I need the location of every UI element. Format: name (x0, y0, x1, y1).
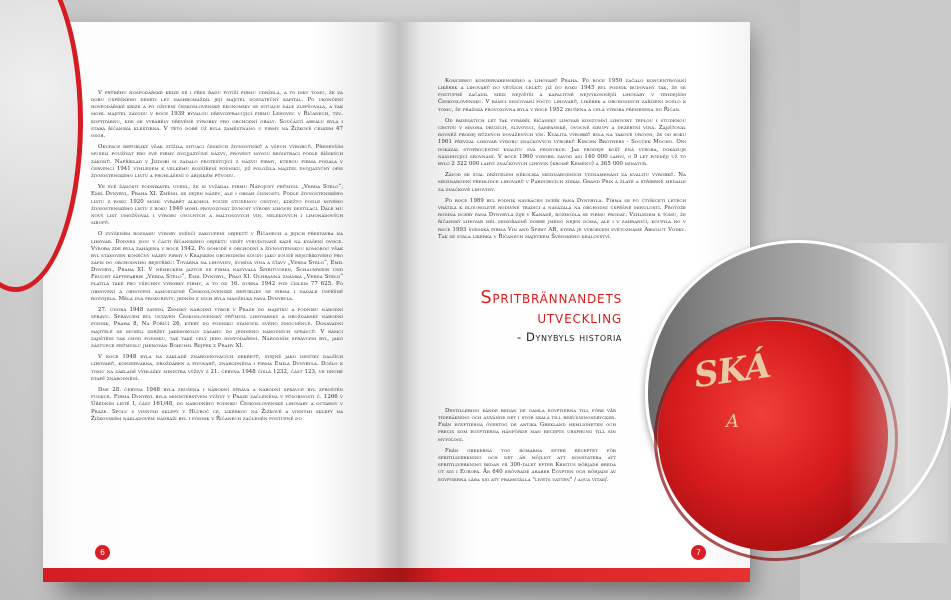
right-bottom-text-column (438, 408, 616, 488)
left-text-column (91, 90, 343, 427)
bottle-cap-photo (645, 240, 951, 546)
section-heading (480, 288, 622, 328)
right-paragraph-1: Koncernu konzervárenského a lihovarů Praha. Po roce 1950 začalo koncentrování likérek a lihovarů do větších celků: již do roku 1945 byl podnik budovaný tak, že se postupně začadil mezi největší a kapacitně nejvýkonnější lihovary v tehdejším Československu. V rámci sničování počtu lihovarů, likérek a obchodních zařízení došlo k tomu, že pražská provozovna byla v roce 1952 zrušena a celá výroba přenesena do Říčan. (438, 78, 686, 113)
right-page-number: 7 (691, 545, 706, 560)
photo-label-text-1: SKÁ (691, 345, 773, 397)
left-paragraph-3: Ve své žádosti podnikatel uvedl, že si vyžádal firmu Nápojový průmysl „Verda Stelo“, Emil Dynybyl, Praha XI. Změnil se nejen název, ale i obsah činnosti. Podle živnostenského listu z roku 1920 mohl vyrábět alkohol pouze studenou cestou, kdežto podle nového živnostenského listu z roku 1940 mohl provozovat živnost výroby lihovin destilací. Dále mu nový list umožňoval i výrobu ovocných a maltosových vín, nelékových i limonádových sirupů. (91, 184, 343, 227)
right-bottom-band (400, 568, 750, 582)
left-paragraph-5: 27. února 1948 zavedl Zemský národní výbor v Praze do majetku a podniku národní správu. Správcem byl ustaven Československý průmysl lihovarský a droždárský národní podnik, Praha 8, Na Poříčí 26, který do podniku stanovil svého zmocněnce. Dosavadní majitelé se museli zdržet jakéhokoliv zásahu do jediného národních správců. V rámci zajištění tak chod podniku, tak také celý jeho hospodaření. Národním správcem byl, jako zástupce průmyslu jmenován Bohumil Rejfek z Prahy XI. (91, 307, 343, 349)
right-paragraph-4: Po roce 1989 byl podnik navrácen dceři pana Dynybyla. Firma se po čtyřiceti letech vrátila k dlouholeté rodinné tradici a navázala na obchodní úspěšné minulosti. Protože rodina dcery pana Dynybyla žije v Kanadě, rozhodla se firmu prodat. Vzhledem k tomu, že říčanský lihovar měl mimořádně dobré jméno nejen doma, ale i v zahraničí, koupila ho v roce 1993 švédská firma Vin and Spirit AB, která je výrobcem světoznámé Absolut Vodky. Tak se stala likérka v Říčanech majetkem Švédského království. (438, 197, 686, 240)
right-paragraph-3: Závod se stal držitelem několika mezinárodních vyznamenání za kvalitu výrobků. Na mezinárodní přehlídce lihovarů v Pardubicích získal Grand Prix a zlaté a stříbrné medaile za značkové lihoviny. (438, 172, 686, 193)
photo-highlight (848, 243, 948, 543)
left-paragraph-6: V roce 1948 byla na základě znárodňovacích dekretů, stejně jako desítky dalších lihovarů, konzervárna, droždáren a pivovarů, znárodněna i firma Emila Dynybyla. Došlo k tomu na základě vyhlášky ministra výživy z 21. června 1948 čísla 1232, část 123, ve druhé etapě znárodnění. (91, 354, 343, 382)
right-bottom-paragraph-2: Från grekerna tog romarna efter receptet för spritillverkning och det är möjligt att konstatera att spritillverkning redan på 300-talet efter Kristus började breda ut sig i Europa. År 640 erövrade araber Egypten och började av egyptierna lära sig att framställa "livets vatten" / aqua vitae/. (438, 447, 616, 483)
section-subheading: - Dynybyls historia (517, 330, 622, 344)
left-bottom-band (43, 568, 400, 582)
left-decorative-arc (0, 0, 83, 292)
left-page (43, 22, 400, 582)
left-paragraph-7: Dne 28. června 1948 byla zrušena i národní správa a národní správce byl zproštěn funkce. Firma Dynybyl byla ministerstvem výživy v Praze začleněna v působnosti č. 1266 v Úředním listě I, část 161/48, do národního podniku Československé lihovary a octárny v Praze. Spolu s vinnými sklepy v Hluboč ce, likérkou na Žižkově a vinnými sklepy na Žižkovském nákladovém nádraží byl i podnik v Říčanech začleněn postupně do (91, 387, 343, 422)
photo-label-text-2: A (726, 411, 739, 432)
section-heading-line-1: Spritbrännandets (480, 288, 622, 308)
left-paragraph-1: V průběhu hospodářské krize se i přes řadu potíží firmu udrželá, a to díky tomu, že za dobu úspěšného deseti let nashromáždil její majitel dostatečný kapitál. Po ukončení hospodářské krize a po oživení československé ekonomiky se situace dále zlepšovala, a tak mohl majitel závodu v roce 1939 bývalou dřevozpracující firmu Lehovec v Říčanech, tzv. koptitárnu, kde se vyráběly dřevěné výrobky pro obchodní obaly. Součástí areálu byla i stará říčanská kleštírna. V této době už byla zaměstnáno u firmy na Žižkově celkem 47 osob. (91, 90, 343, 139)
section-heading-line-2: utveckling (537, 308, 622, 328)
left-paragraph-4: O zvýšeném rozsahu výroby svědčí zakoupení objektů v Říčanech a jejich přestavba na lihovar. Dodnes jsou v části říčanského objektu vidět vybudované kádě na kvašení ovoce. Výroba zde byla zahájena v roce 1942. Po dohodě s obchodní a živnostenskou komorou však byl stanoven konečný název firmy v Krajském obchodním soudu jako soudě rejstříkového pro zápis do obchodního rejstříku: Továrna na lihoviny, šumivá vína a šťávy „Verda Stelo“, Emil Dynybyl, Praha XI. V německém jazyce se firma nazývala Spirituosen, Schaumwein und Frucht säftefabrik „Verda Stelo“, Emil Dynybyl, Prag XI. Ochranná známka „Verda Stelo“ platila také pro všechny výrobky firmy, a to od 16. dubna 1942 pod číslem 77 625. Po obnovení a obnovení samostatné Československé republiky se firma i nadále úspěšně rozvíjela. Měla dva prokuristy, jedním z nich byla manželka pana Dynybyla. (91, 231, 343, 302)
right-page (400, 22, 773, 582)
right-bottom-paragraph-1: Destillering kände redan de gamla egyptierna till före vår tideräkning och använde det i stor skala till berusningsdrycker. Från egyptierna övertog de antika Grekland hemligheten och precis som egyptierna hänförde man recepts ursprung till sin mytologi. (438, 408, 616, 443)
left-page-number: 6 (95, 545, 110, 560)
right-top-text-column (438, 78, 686, 245)
left-paragraph-2: Okupace republiky však ztížila situaci českých živnostníků a všech výrobců. Především museli používat pro své firmy dvojjazyčné názvy, provést novou registraci podle říšských zákonů. Například v Jizdobí si zadalo protestující z názvu firmy, kterou firma podala v červenci 1941 výhledem k velkému rozšíření podniku, již položila majitel dvojjazyčný opis živnostenského listu a prohlášení o árijském původu. (91, 144, 343, 179)
right-paragraph-2: Od padesátých let tak vyráběl říčanský lihovar konzumní lihoviny teplou i studenou cestou v mnoha druzích, slivovici, šampaňské, ovocné sirupy a dezertní vína. Zajišťoval rovněž prodej různých dovážených vín. Kvalita výrobků byla na takové úrovni, že od roku 1961 převzal lihovar výrobu značkových výrobků Kirchn Brothers - Souček Mocho. Oni dokázal stoprocentní kvalitu svá produkce. Jak prodeje košť ená výroba, dokázuje následující srovnání. V roce 1960 vyrobil závod asi 140 000 lahví, o 9 let později už to bylo 2 322 000 lahví značkových lihovin (kromě Keménu) a 365 000 minatur. (438, 117, 686, 167)
